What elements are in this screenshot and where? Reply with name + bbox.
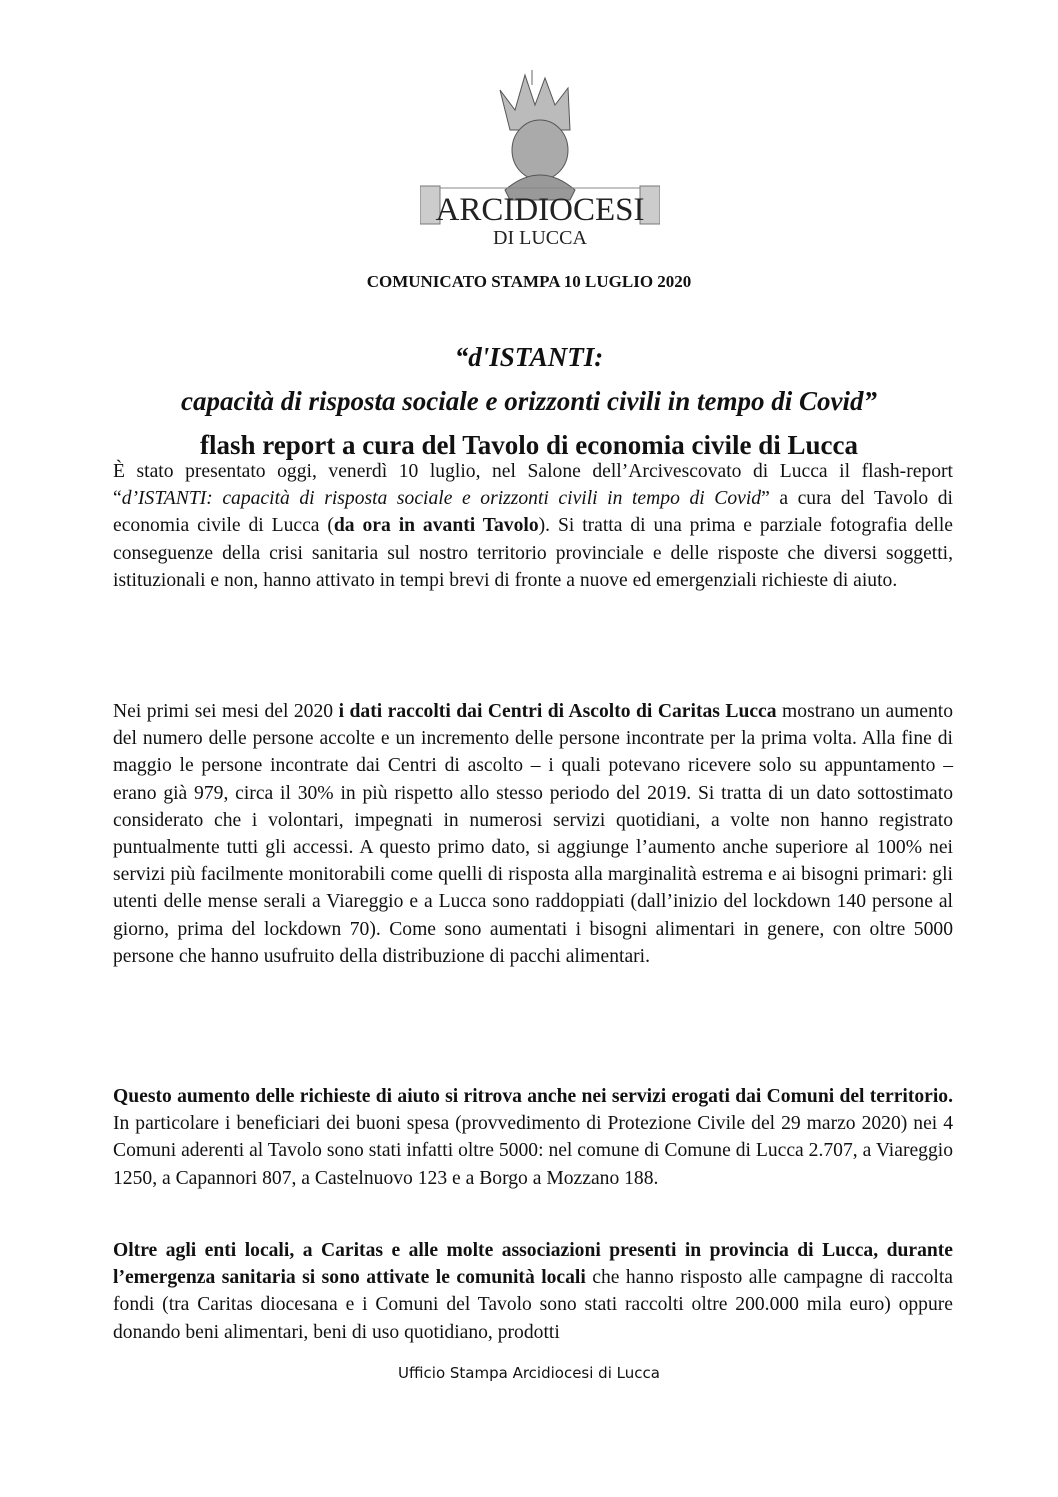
paragraph-1: È stato presentato oggi, venerdì 10 luglio, nel Salone dell’Arcivescovato di Lucca il flash-report “d’ISTANTI: capacità di risposta sociale e orizzonti civili in tempo di Covid” a cura del Tavolo di economia civile di Lucca (da ora in avanti Tavolo). Si tratta di una prima e parziale fotografia delle conseguenze della crisi sanitaria sul nostro territorio provinciale e delle risposte che diversi soggetti, istituzionali e non, hanno attivato in tempi brevi di fronte a nuove ed emergenziali richieste di aiuto. [113, 461, 953, 591]
title-line-1: “d'ISTANTI: [454, 342, 604, 372]
press-release-header: COMUNICATO STAMPA 10 LUGLIO 2020 [366, 272, 692, 291]
document-title [0, 335, 1058, 467]
title-line-3: flash report a cura del Tavolo di economia civile di Lucca [200, 430, 858, 460]
paragraph-3: Questo aumento delle richieste di aiuto si ritrova anche nei servizi erogati dai Comuni del territorio. In particolare i beneficiari dei buoni spesa (provvedimento di Protezione Civile del 29 marzo 2020) nei 4 Comuni aderenti al Tavolo sono stati infatti oltre 5000: nel comune di Comune di Lucca 2.707, a Viareggio 1250, a Capannori 807, a Castelnuovo 123 e a Borgo a Mozzano 188. [113, 1086, 953, 1189]
footer: Ufficio Stampa Arcidiocesi di Lucca [398, 1364, 660, 1382]
title-line-2: capacità di risposta sociale e orizzonti civili in tempo di Covid” [181, 386, 877, 416]
paragraph-4: Oltre agli enti locali, a Caritas e alle molte associazioni presenti in provincia di Lucca, durante l’emergenza sanitaria si sono attivate le comunità locali che hanno risposto alle campagne di raccolta fondi (tra Caritas diocesana e i Comuni del Tavolo sono stati raccolti oltre 200.000 mila euro) oppure donando beni alimentari, beni di uso quotidiano, prodotti [113, 1240, 953, 1343]
svg-text:ARCIDIOCESI: ARCIDIOCESI [435, 192, 645, 228]
paragraph-2: Nei primi sei mesi del 2020 i dati raccolti dai Centri di Ascolto di Caritas Lucca mostrano un aumento del numero delle persone accolte e un incremento delle persone incontrate per la prima volta. Alla fine di maggio le persone incontrate dai Centri di ascolto – i quali potevano ricevere solo su appuntamento – erano già 979, circa il 30% in più rispetto allo stesso periodo del 2019. Si tratta di un dato sottostimato considerato che i volontari, impegnati in numerosi servizi quotidiani, a volte non hanno registrato puntualmente tutti gli accessi. A questo primo dato, si aggiunge l’aumento anche superiore al 100% nei servizi più facilmente monitorabili come quelli di risposta alla marginalità estrema e ai bisogni primari: gli utenti delle mense serali a Viareggio e a Lucca sono raddoppiati (dall’inizio del lockdown 140 persone al giorno, prima del lockdown 70). Come sono aumentati i bisogni alimentari in genere, con oltre 5000 persone che hanno usufruito della distribuzione di pacchi alimentari. [113, 701, 953, 967]
svg-text:DI LUCCA: DI LUCCA [493, 227, 587, 249]
archdiocese-logo [420, 70, 660, 250]
